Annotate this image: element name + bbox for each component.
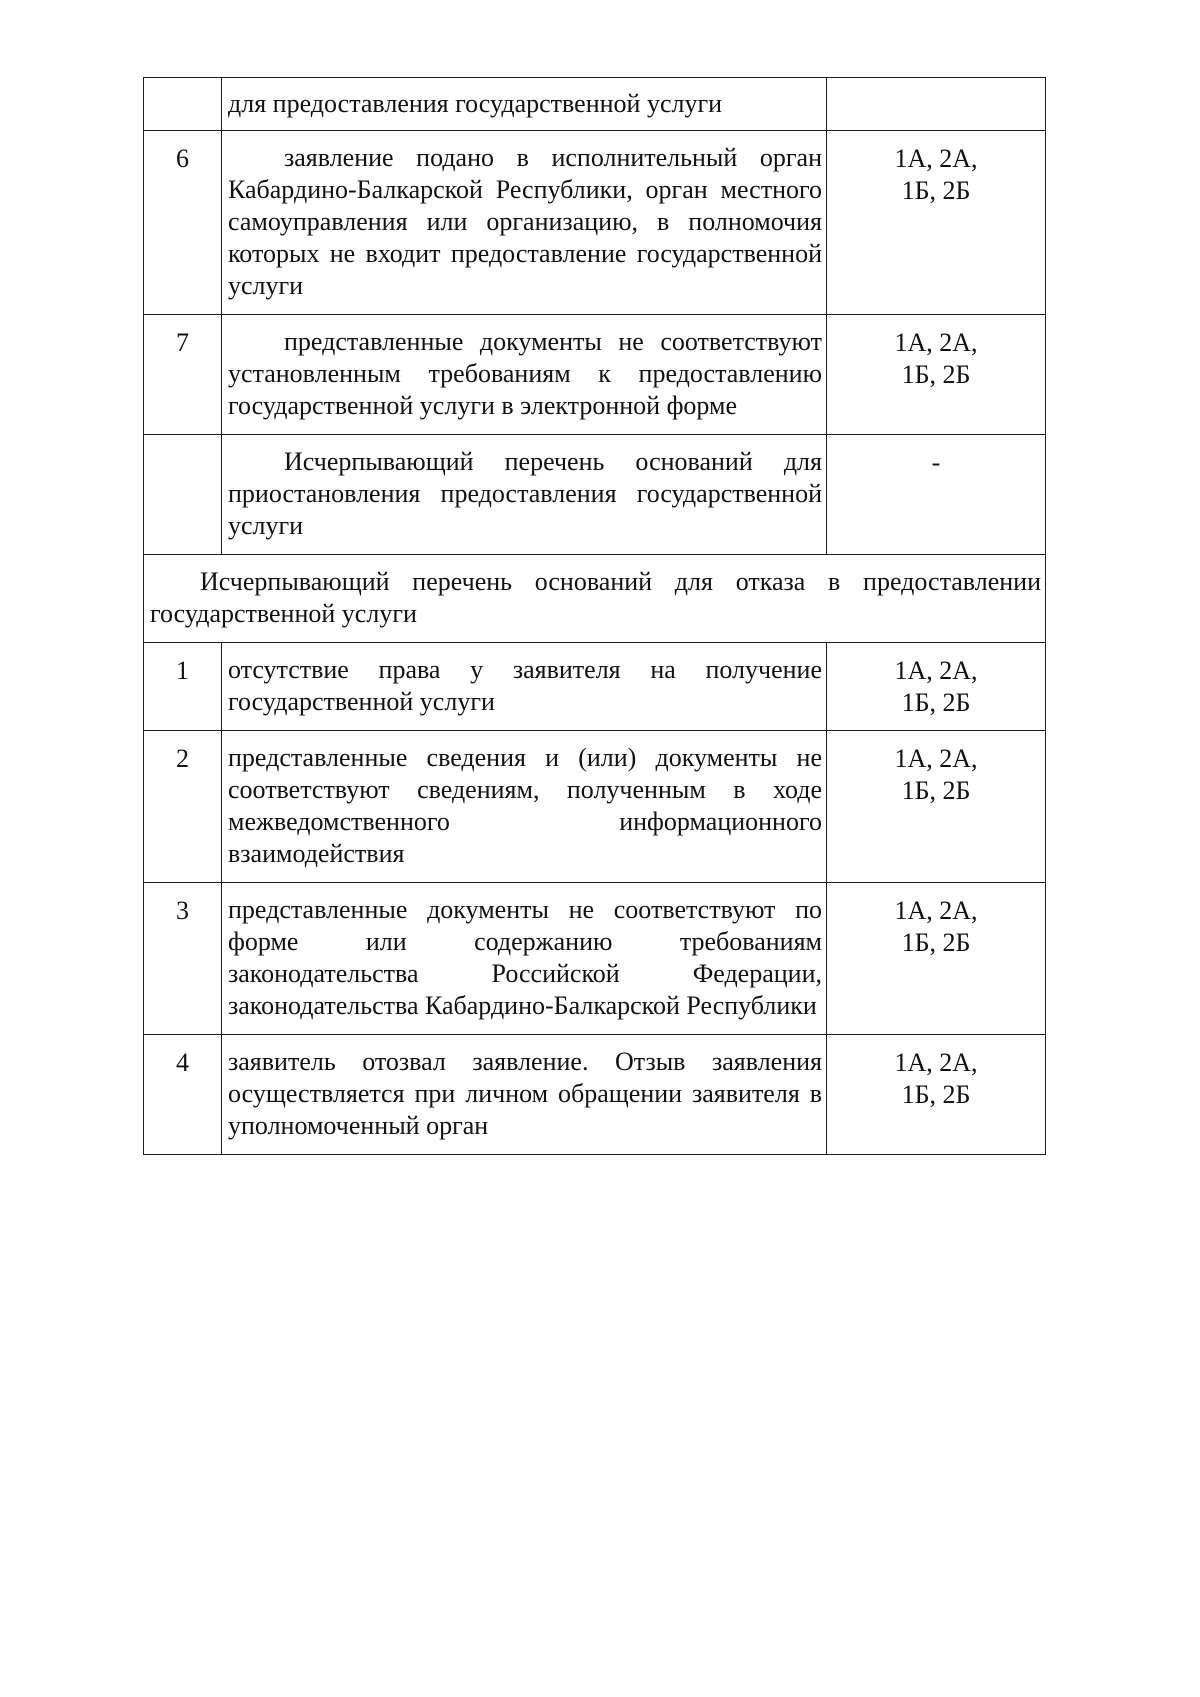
row-code-cell [827, 731, 1046, 883]
row-text-cell: заявитель отозвал заявление. Отзыв заявления осуществляется при личном обращении заявителя в уполномоченный орган [222, 1035, 827, 1155]
section-heading: Исчерпывающий перечень оснований для отказа в предоставлении государственной услуги [144, 555, 1046, 643]
row-code-cell [827, 131, 1046, 315]
row-number-cell: 3 [144, 883, 222, 1035]
code-line-2: 1Б, 2Б [901, 1080, 971, 1109]
table-row [144, 883, 1046, 1035]
row-code-cell [827, 643, 1046, 731]
row-code-cell [827, 1035, 1046, 1155]
code-line-1: 1А, 2А, [894, 1048, 978, 1077]
code-line-1: 1А, 2А, [894, 328, 978, 357]
row-text-cell: представленные документы не соответствуют по форме или содержанию требованиям законодательства Российской Федерации, законодательства Кабардино-Балкарской Республики [222, 883, 827, 1035]
row-text-cell: отсутствие права у заявителя на получение государственной услуги [222, 643, 827, 731]
code-line-1: 1А, 2А, [894, 656, 978, 685]
section-heading-row [144, 555, 1046, 643]
table-row [144, 1035, 1046, 1155]
row-number-cell: 7 [144, 315, 222, 435]
row-number-cell: 6 [144, 131, 222, 315]
code-line-2: 1Б, 2Б [901, 928, 971, 957]
row-number-cell: 2 [144, 731, 222, 883]
row-code-cell [827, 78, 1046, 131]
table-row [144, 435, 1046, 555]
row-text-cell: представленные документы не соответствуют установленным требованиям к предоставлению государственной услуги в электронной форме [222, 315, 827, 435]
row-code-cell [827, 315, 1046, 435]
code-line-2: 1Б, 2Б [901, 776, 971, 805]
code-line-2: 1Б, 2Б [901, 688, 971, 717]
row-code-cell [827, 883, 1046, 1035]
row-number-cell [144, 78, 222, 131]
code-line-2: 1Б, 2Б [901, 176, 971, 205]
code-line-1: 1А, 2А, [894, 744, 978, 773]
grounds-table [143, 77, 1046, 1155]
row-number-cell [144, 435, 222, 555]
table-row [144, 131, 1046, 315]
table-row [144, 731, 1046, 883]
table-row [144, 315, 1046, 435]
code-line-1: - [931, 448, 941, 477]
row-number-cell: 1 [144, 643, 222, 731]
row-text-cell: заявление подано в исполнительный орган Кабардино-Балкарской Республики, орган местного самоуправления или организацию, в полномочия которых не входит предоставление государственной услуги [222, 131, 827, 315]
row-text-cell: для предоставления государственной услуги [222, 78, 827, 131]
row-text-cell: представленные сведения и (или) документы не соответствуют сведениям, полученным в ходе межведомственного информационного взаимодействия [222, 731, 827, 883]
row-code-cell [827, 435, 1046, 555]
row-text-cell: Исчерпывающий перечень оснований для приостановления предоставления государственной услуги [222, 435, 827, 555]
code-line-1: 1А, 2А, [894, 896, 978, 925]
table-row [144, 78, 1046, 131]
row-number-cell: 4 [144, 1035, 222, 1155]
code-line-2: 1Б, 2Б [901, 360, 971, 389]
code-line-1: 1А, 2А, [894, 144, 978, 173]
table-row [144, 643, 1046, 731]
